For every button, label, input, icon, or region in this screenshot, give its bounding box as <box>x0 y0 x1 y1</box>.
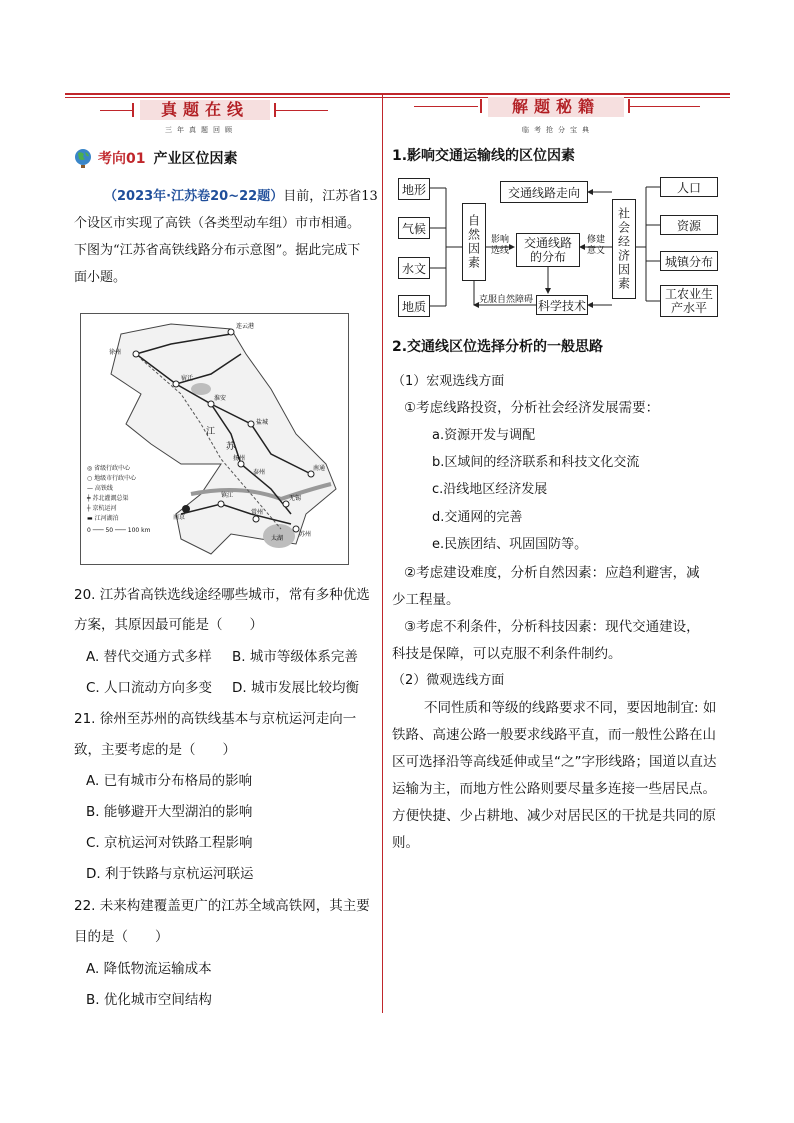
route-direction-box: 交通线路走向 <box>500 181 588 203</box>
svg-text:常州: 常州 <box>251 509 264 516</box>
topic-tag: 考向01 <box>98 151 146 167</box>
q20-option-a[interactable]: A. 替代交通方式多样 <box>86 649 212 665</box>
science-tech-box: 科学技术 <box>536 295 588 315</box>
intro-line3: 下图为“江苏省高铁线路分布示意图”。据此完成下 <box>74 243 361 258</box>
right-header-banner: 解题秘籍 <box>488 97 624 117</box>
map-legend: ◎ 省级行政中心 ○ 地级市行政中心 — 高铁线 ╪ 苏北灌溉总渠 ┼ 京杭运河 ▬ 江河湖泊 0 ─── 50 ─── 100 km <box>87 465 151 534</box>
macro-title: （1）宏观选线方面 <box>392 374 505 389</box>
point3-line2: 科技是保障，可以克服不利条件制约。 <box>392 646 622 662</box>
intro-source: （2023年·江苏卷20~22题） <box>104 189 284 204</box>
sub-item-a: a.资源开发与调配 <box>432 428 536 443</box>
svg-text:苏: 苏 <box>226 442 236 452</box>
factor-climate: 气候 <box>398 217 430 239</box>
factor-diagram <box>396 175 726 320</box>
factor-terrain: 地形 <box>398 178 430 200</box>
point1: ①考虑线路投资，分析社会经济发展需要： <box>404 400 660 416</box>
q21-stem-1: 21. 徐州至苏州的高铁线基本与京杭运河走向一 <box>74 711 357 727</box>
micro-title: （2）微观选线方面 <box>392 673 505 688</box>
factor-population: 人口 <box>660 177 718 197</box>
sub-item-c: c.沿线地区经济发展 <box>432 482 548 497</box>
q22-option-a[interactable]: A. 降低物流运输成本 <box>86 961 212 977</box>
svg-text:连云港: 连云港 <box>236 323 255 330</box>
legend-grand-canal: 京杭运河 <box>92 505 117 512</box>
sub-item-d: d.交通网的完善 <box>432 510 523 525</box>
intro-text: 目前，江苏省13 <box>283 189 378 204</box>
factor-hydrology: 水文 <box>398 257 430 279</box>
svg-text:镇江: 镇江 <box>221 492 234 499</box>
svg-text:南通: 南通 <box>313 465 326 472</box>
sub-item-b: b.区域间的经济联系和科技文化交流 <box>432 455 640 470</box>
svg-text:泰州: 泰州 <box>253 469 266 476</box>
q21-option-a[interactable]: A. 已有城市分布格局的影响 <box>86 773 253 789</box>
legend-prefecture: 地级市行政中心 <box>94 475 137 482</box>
svg-text:江: 江 <box>206 427 216 437</box>
legend-provincial: 省级行政中心 <box>94 465 131 472</box>
svg-text:苏州: 苏州 <box>299 531 312 538</box>
q22-stem-1: 22. 未来构建覆盖更广的江苏全域高铁网，其主要 <box>74 898 370 914</box>
left-header-subtitle: 三年真题回顾 <box>165 126 237 134</box>
globe-icon <box>72 147 94 169</box>
left-header-banner: 真题在线 <box>140 100 270 120</box>
factor-resources: 资源 <box>660 215 718 235</box>
q20-option-c[interactable]: C. 人口流动方向多变 <box>86 680 213 696</box>
q21-option-c[interactable]: C. 京杭运河对铁路工程影响 <box>86 835 253 851</box>
micro-line4: 运输为主，而地方性公路则要尽量多连接一些居民点。 <box>392 781 716 797</box>
micro-line3: 区可选择沿等高线延伸或呈“之”字形线路；国道以直达 <box>392 754 717 770</box>
social-economic-box: 社会经济因素 <box>612 199 636 299</box>
right-header-tick-left <box>480 99 482 113</box>
scale-100: 100 km <box>127 527 151 534</box>
sub-item-e: e.民族团结、巩固国防等。 <box>432 537 588 552</box>
column-divider <box>382 93 383 1013</box>
q22-option-b[interactable]: B. 优化城市空间结构 <box>86 992 212 1008</box>
right-header-line-left <box>414 106 478 107</box>
legend-rail: 高铁线 <box>94 485 113 492</box>
micro-line5: 方便快捷、少占耕地、减少对居民区的干扰是共同的原 <box>392 808 716 824</box>
right-header-line-right <box>630 106 700 107</box>
factor-industry-agri-level <box>660 285 718 317</box>
label-construction-significance: 修建意义 <box>586 235 605 256</box>
section1-heading: 1.影响交通运输线的区位因素 <box>392 148 576 164</box>
left-header-line-left <box>100 110 132 111</box>
scale-0: 0 <box>87 527 91 534</box>
point2-line1: ②考虑建设难度，分析自然因素：应趋利避害，减 <box>404 565 700 581</box>
route-distribution-label: 交通线路的分布 <box>523 236 572 264</box>
svg-text:太湖: 太湖 <box>271 535 284 542</box>
micro-line1: 不同性质和等级的线路要求不同，要因地制宜: 如 <box>424 700 717 716</box>
q22-stem-2: 目的是（ ） <box>74 929 169 945</box>
factor-town-distribution: 城镇分布 <box>660 251 718 271</box>
top-rule-thin <box>65 97 730 98</box>
intro-paragraph <box>74 183 378 291</box>
legend-canal-north: 苏北灌溉总渠 <box>92 495 129 502</box>
route-distribution-box <box>516 233 580 267</box>
q21-option-d[interactable]: D. 利于铁路与京杭运河联运 <box>86 866 254 882</box>
point2-line2: 少工程量。 <box>392 592 460 608</box>
label-overcome-obstacles: 克服自然障碍 <box>478 295 533 305</box>
q20-stem-1: 20. 江苏省高铁选线途经哪些城市，常有多种优选 <box>74 587 370 603</box>
factor-geology: 地质 <box>398 295 430 317</box>
right-header-subtitle: 临考抢分宝典 <box>522 126 594 134</box>
q20-stem-2: 方案，其原因最可能是（ ） <box>74 617 263 633</box>
topic-title: 产业区位因素 <box>153 151 238 167</box>
svg-text:扬州: 扬州 <box>233 455 246 462</box>
svg-text:盐城: 盐城 <box>256 419 269 426</box>
top-rule <box>65 93 730 95</box>
left-header-tick-left <box>132 103 134 117</box>
q21-stem-2: 致，主要考虑的是（ ） <box>74 742 236 758</box>
scale-50: 50 <box>105 527 114 534</box>
label-influence-route: 影响选线 <box>490 235 509 256</box>
svg-text:无锡: 无锡 <box>289 495 302 502</box>
micro-line2: 铁路、高速公路一般要求线路平直，而一般性公路在山 <box>392 727 716 743</box>
svg-text:淮安: 淮安 <box>214 395 227 402</box>
topic-heading <box>72 147 237 169</box>
natural-factors-box: 自然因素 <box>462 203 486 281</box>
svg-text:徐州: 徐州 <box>109 349 122 356</box>
jiangsu-rail-map <box>80 313 349 565</box>
legend-water: 江河湖泊 <box>94 515 119 522</box>
svg-text:南京: 南京 <box>173 514 186 521</box>
q20-option-b[interactable]: B. 城市等级体系完善 <box>232 649 358 665</box>
point3-line1: ③考虑不利条件，分析科技因素：现代交通建设， <box>404 619 700 635</box>
factor-industry-agri-label: 工农业生产水平 <box>664 287 713 315</box>
micro-line6: 则。 <box>392 835 419 851</box>
intro-line2: 个设区市实现了高铁（各类型动车组）市市相通。 <box>74 216 361 231</box>
svg-text:宿迁: 宿迁 <box>181 375 194 382</box>
intro-line4: 面小题。 <box>74 270 127 285</box>
left-header-line-right <box>276 110 328 111</box>
q21-option-b[interactable]: B. 能够避开大型湖泊的影响 <box>86 804 253 820</box>
q20-option-d[interactable]: D. 城市发展比较均衡 <box>232 680 359 696</box>
section2-heading: 2.交通线区位选择分析的一般思路 <box>392 339 604 355</box>
